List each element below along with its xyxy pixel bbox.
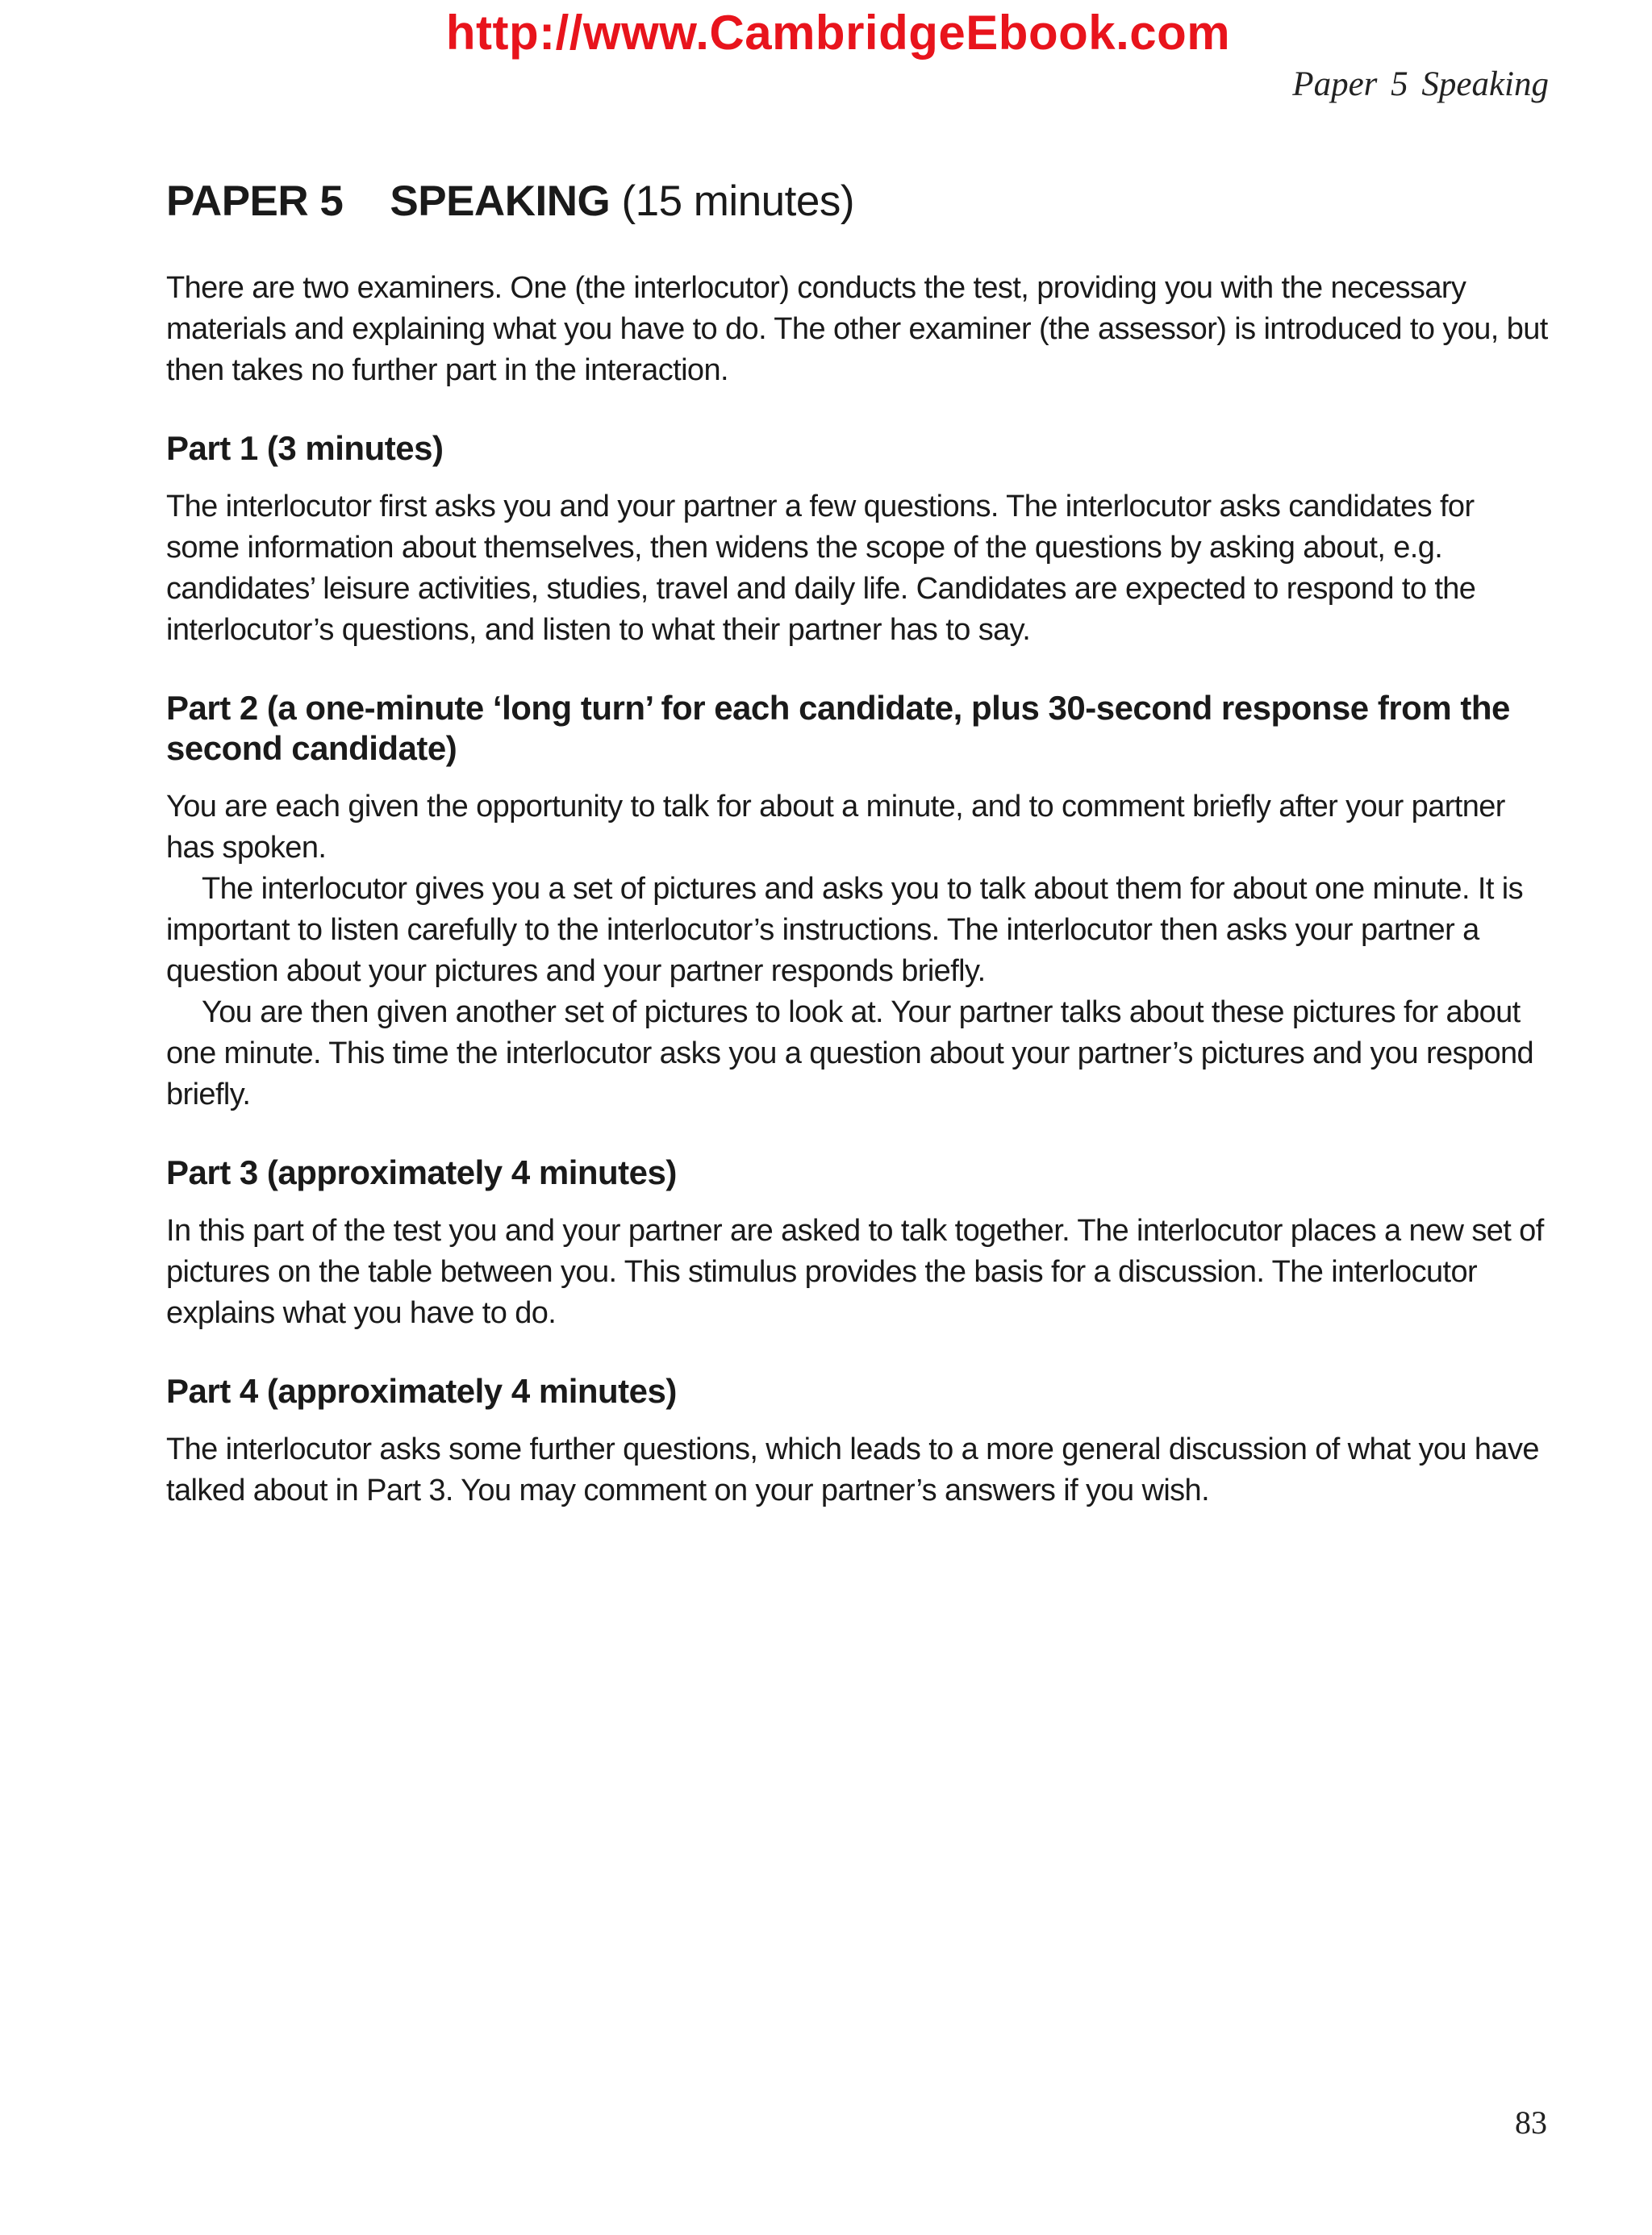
paper-number: PAPER 5 [166, 177, 344, 225]
section-paragraph: In this part of the test you and your partner are asked to talk together. The interlocutor places a new set of pictures on the table between you. This stimulus provides the basis for a discussion. The interlocutor explains what you have to do. [166, 1213, 1544, 1330]
section-heading [166, 428, 1554, 469]
part-label: Part 3 [166, 1153, 258, 1191]
part-label: Part 2 [166, 688, 258, 727]
section-part-3 [166, 1153, 1554, 1334]
part-label: Part 4 [166, 1371, 258, 1410]
section-part-4 [166, 1371, 1554, 1512]
part-duration: (approximately 4 minutes) [266, 1153, 677, 1191]
page-content [166, 176, 1554, 1512]
section-paragraph: You are then given another set of pictures to look at. Your partner talks about these pictures for about one minute. This time the interlocutor asks you a question about your partner’s pictures and you respond briefly. [166, 994, 1534, 1111]
paper-name: SPEAKING [390, 177, 611, 225]
intro-paragraph: There are two examiners. One (the interlocutor) conducts the test, providing you with the necessary materials and explaining what you have to do. The other examiner (the assessor) is introduced to you, but then takes no further part in the interaction. [166, 270, 1548, 387]
section-part-2 [166, 688, 1554, 1115]
paper-duration: (15 minutes) [621, 177, 854, 225]
section-paragraph: You are each given the opportunity to talk for about a minute, and to comment briefly after your partner has spoken. [166, 789, 1505, 865]
section-paragraph: The interlocutor gives you a set of pictures and asks you to talk about them for about one minute. It is important to listen carefully to the interlocutor’s instructions. The interlocutor then asks your partner a question about your pictures and your partner responds briefly. [166, 871, 1523, 988]
section-heading [166, 1153, 1554, 1193]
part-label: Part 1 [166, 428, 258, 467]
running-header: Paper 5 Speaking [1292, 65, 1549, 103]
section-part-1 [166, 428, 1554, 651]
part-duration: (3 minutes) [266, 428, 444, 467]
watermark-url: http://www.CambridgeEbook.com [445, 6, 1231, 60]
section-paragraph: The interlocutor first asks you and your partner a few questions. The interlocutor asks candidates for some information about themselves, then widens the scope of the questions by asking about, e.g. candidates’ leisure activities, studies, travel and daily life. Candidates are expected to respond to the interlocutor’s questions, and listen to what their partner has to say. [166, 489, 1476, 647]
section-heading [166, 1371, 1554, 1411]
section-heading [166, 688, 1554, 769]
part-duration: (a one-minute ‘long turn’ for each candidate, plus 30-second response from the second candidate) [166, 688, 1510, 767]
part-duration: (approximately 4 minutes) [266, 1371, 677, 1410]
section-paragraph: The interlocutor asks some further questions, which leads to a more general discussion of what you have talked about in Part 3. You may comment on your partner’s answers if you wish. [166, 1432, 1539, 1507]
page-number: 83 [1515, 2104, 1547, 2141]
page-title [166, 176, 1554, 227]
